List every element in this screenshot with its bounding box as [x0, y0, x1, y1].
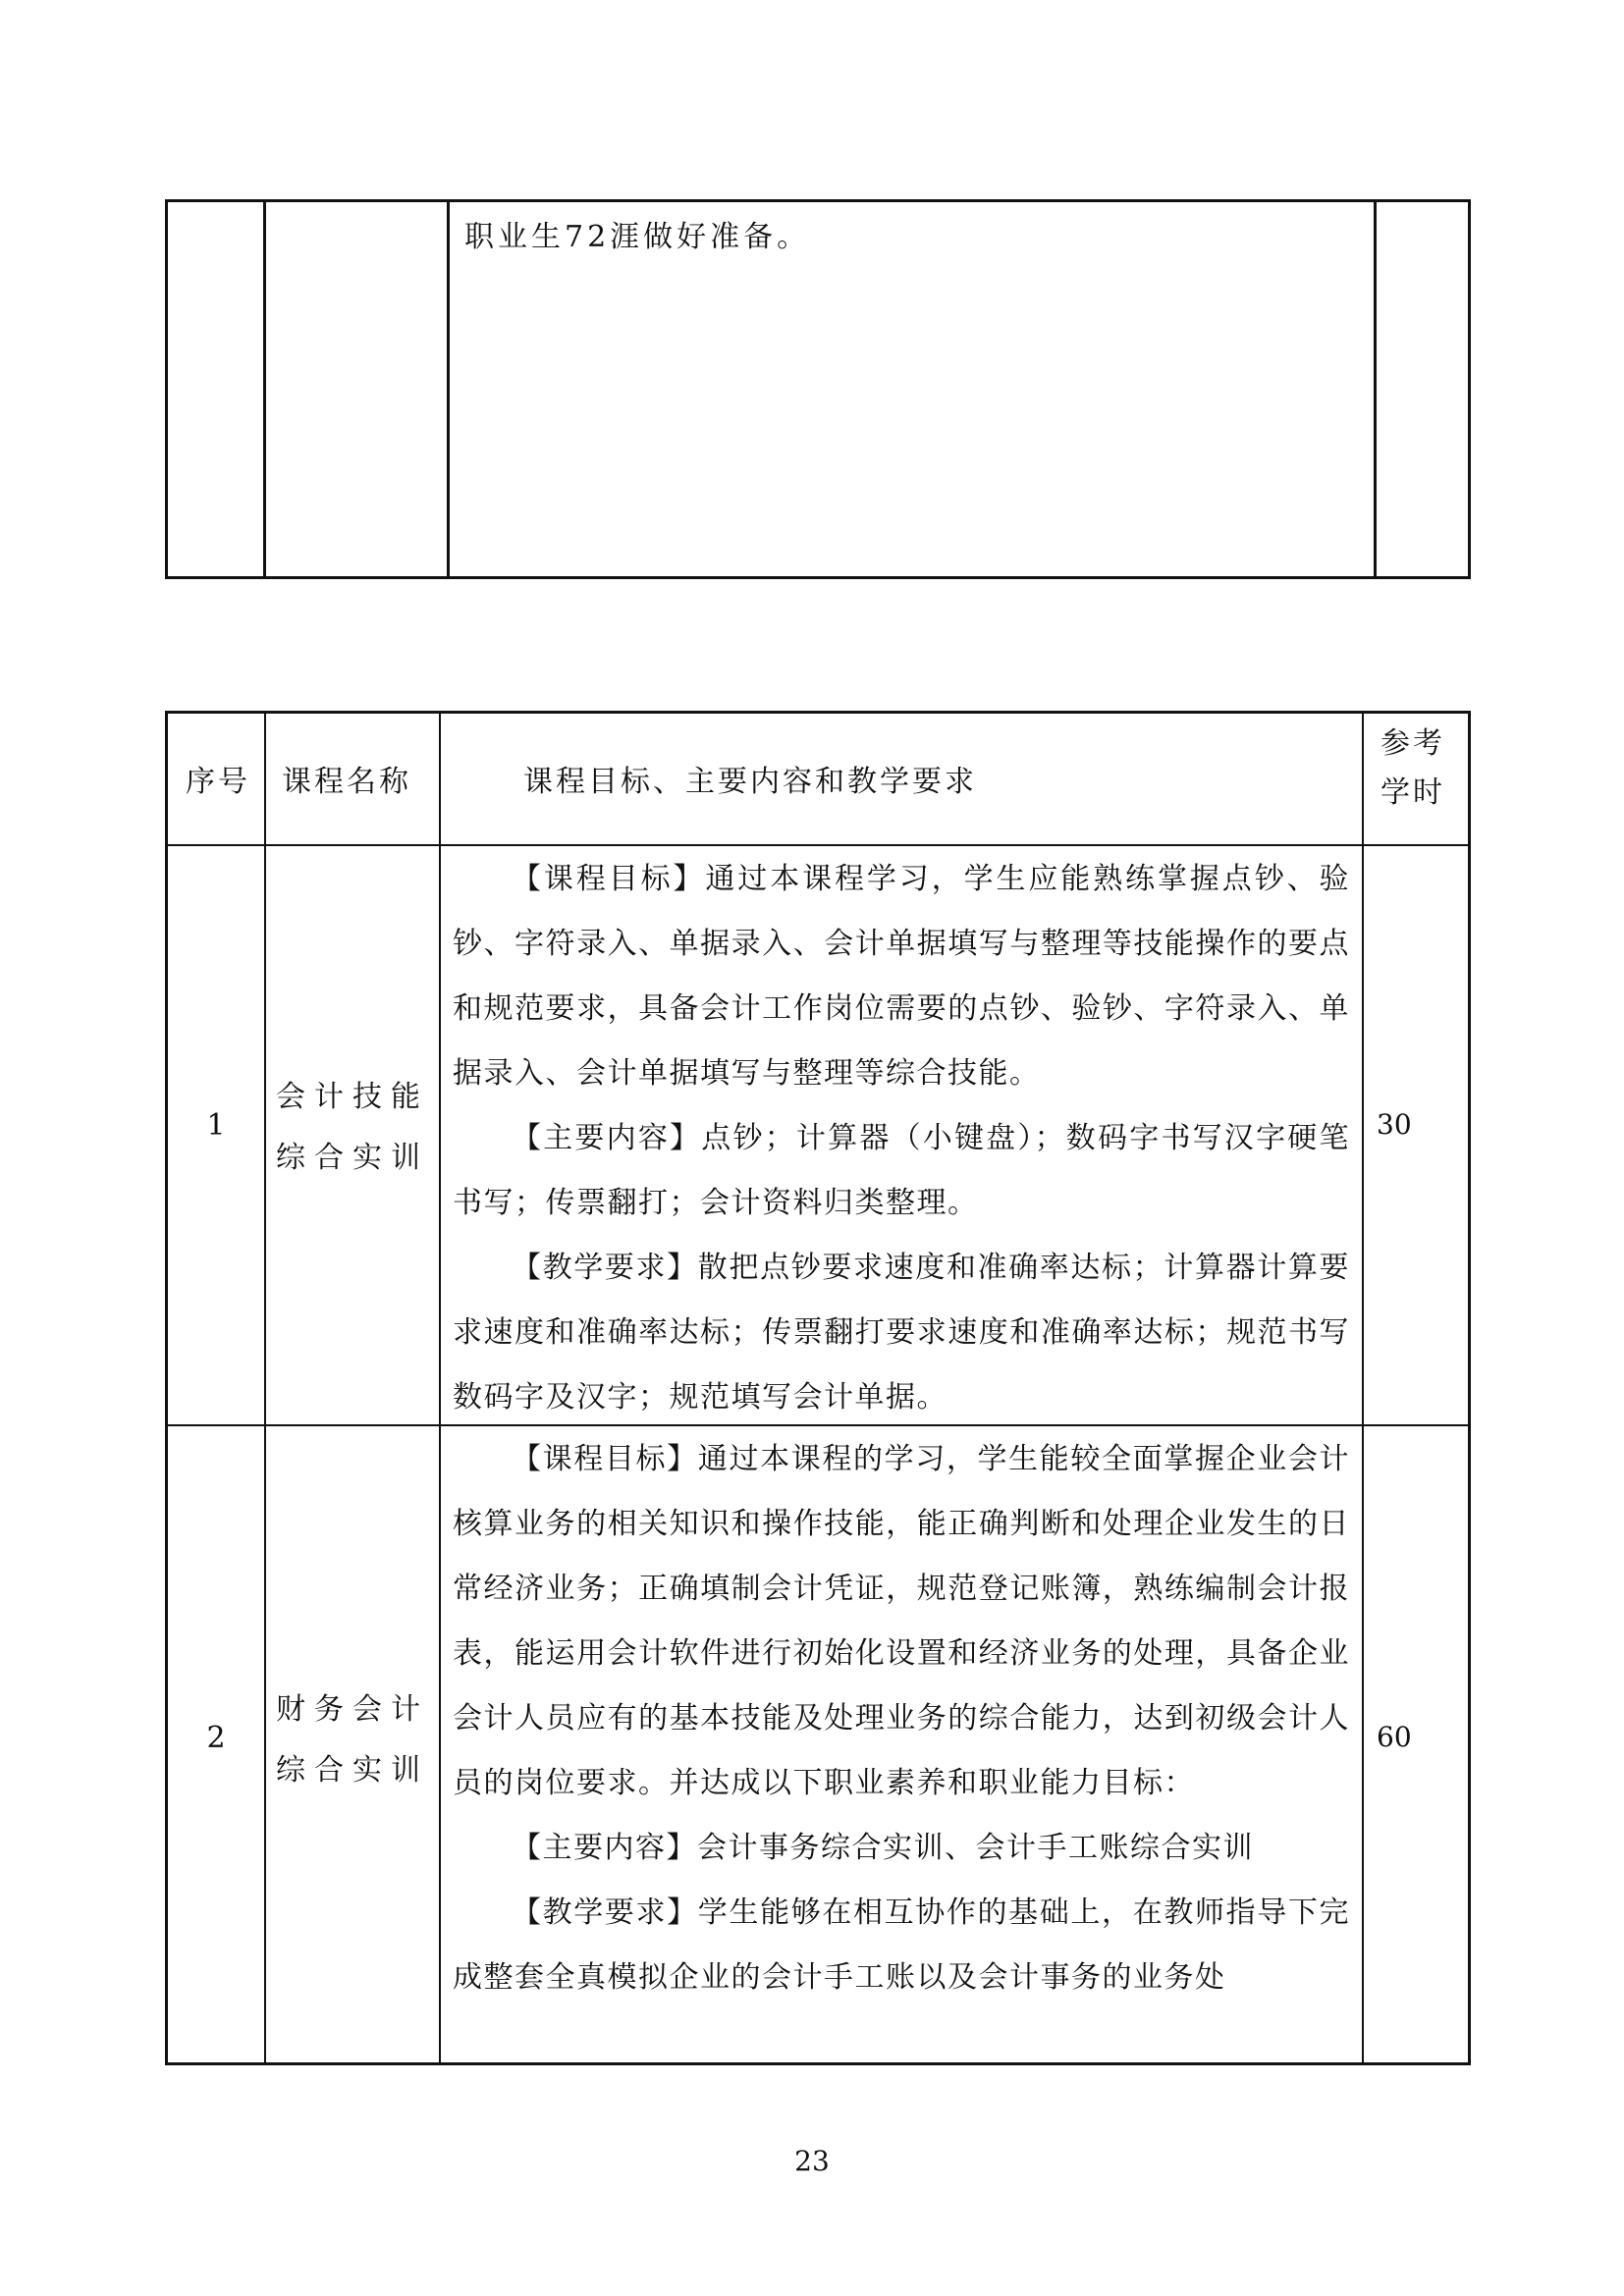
continuation-table: [165, 199, 1471, 579]
row-2-course-name: [266, 1680, 439, 1801]
row-2-hours: 60: [1377, 1721, 1412, 1753]
row-2-main-content: 【主要内容】会计事务综合实训、会计手工账综合实训: [512, 1831, 1254, 1865]
row-1-name-line2: 综合实训: [276, 1141, 429, 1175]
header-hours-line2: 学时: [1380, 775, 1445, 810]
column-divider: [1374, 202, 1377, 576]
column-divider: [1362, 714, 1364, 2062]
column-divider: [263, 202, 266, 576]
row-divider: [168, 844, 1468, 846]
row-1-teaching-requirements: 【教学要求】散把点钞要求速度和准确率达标；计算器计算要求速度和准确率达标；传票翻打要求速度和准确率达标；规范书写数码字及汉字；规范填写会计单据。: [453, 1251, 1350, 1415]
row-2-name-line2: 综合实训: [276, 1753, 429, 1788]
row-1-hours: 30: [1377, 1108, 1412, 1141]
row-2-content: [441, 1427, 1362, 2010]
header-no: 序号: [186, 765, 250, 799]
course-table: [165, 711, 1471, 2065]
row-1-name-line1: 会计技能: [276, 1080, 429, 1114]
row-2-name-line1: 财务会计: [276, 1692, 429, 1727]
header-hours: [1374, 720, 1452, 818]
column-divider: [264, 714, 266, 2062]
page-number: 23: [794, 2145, 830, 2177]
row-2-no: 2: [206, 1721, 226, 1755]
row-2-course-goal: 【课程目标】通过本课程的学习，学生能较全面掌握企业会计核算业务的相关知识和操作技能，能正确判断和处理企业发生的日常经济业务；正确填制会计凭证，规范登记账簿，熟练编制会计报表，能运用会计软件进行初始化设置和经济业务的处理，具备企业会计人员应有的基本技能及处理业务的综合能力，达到初级会计人员的岗位要求。并达成以下职业素养和职业能力目标：: [453, 1442, 1350, 1800]
continuation-text: 职业生72涯做好准备。: [464, 220, 811, 254]
header-hours-line1: 参考: [1380, 726, 1445, 761]
row-1-course-goal: 【课程目标】通过本课程学习，学生应能熟练掌握点钞、验钞、字符录入、单据录入、会计单据填写与整理等技能操作的要点和规范要求，具备会计工作岗位需要的点钞、验钞、字符录入、单据录入、会计单据填写与整理等综合技能。: [453, 862, 1350, 1091]
header-content: 课程目标、主要内容和教学要求: [523, 765, 977, 799]
row-1-course-name: [266, 1067, 439, 1189]
row-1-main-content: 【主要内容】点钞；计算器（小键盘）；数码字书写汉字硬笔书写；传票翻打；会计资料归类整理。: [453, 1121, 1350, 1220]
row-1-content: [441, 847, 1362, 1430]
row-2-teaching-requirements: 【教学要求】学生能够在相互协作的基础上，在教师指导下完成整套全真模拟企业的会计手工账以及会计事务的业务处: [453, 1896, 1350, 1995]
header-course-name: 课程名称: [282, 765, 411, 799]
row-1-no: 1: [206, 1108, 226, 1143]
column-divider: [447, 202, 450, 576]
